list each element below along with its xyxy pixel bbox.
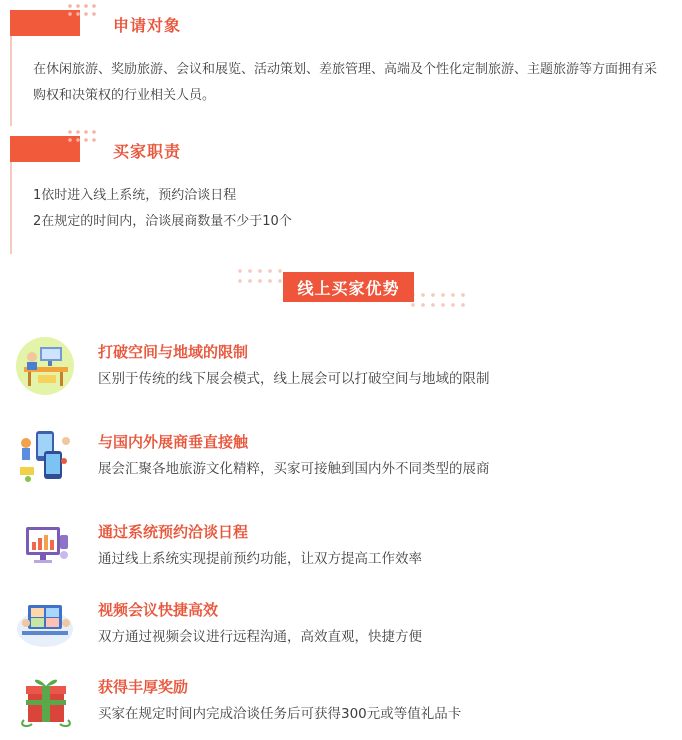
advantage-desc: 买家在规定时间内完成洽谈任务后可获得300元或等值礼品卡 (98, 706, 462, 722)
advantages-banner: 线上买家优势 (283, 272, 414, 302)
advantage-title: 获得丰厚奖励 (98, 678, 189, 696)
section2-item: 1依时进入线上系统，预约洽谈日程 (33, 188, 237, 203)
office-desk-icon (14, 335, 76, 397)
section2-title: 买家职责 (113, 142, 182, 161)
section2-dots (66, 128, 96, 146)
advantage-title: 与国内外展商垂直接触 (98, 433, 249, 451)
advantage-desc: 展会汇聚各地旅游文化精粹，买家可接触到国内外不同类型的展商 (98, 461, 490, 477)
advantage-title: 打破空间与地域的限制 (98, 343, 249, 361)
advantage-desc: 区别于传统的线下展会模式，线上展会可以打破空间与地域的限制 (98, 371, 490, 387)
advantage-item (0, 425, 682, 495)
section1-dots (66, 2, 96, 20)
section2-item: 2在规定的时间内，洽谈展商数量不少于10个 (33, 214, 292, 229)
advantage-title: 通过系统预约洽谈日程 (98, 523, 249, 541)
advantage-item (0, 670, 682, 740)
section1-divider-line (10, 36, 12, 126)
video-conference-icon (14, 593, 76, 655)
gift-box-icon (14, 670, 76, 732)
advantage-desc: 通过线上系统实现提前预约功能，让双方提高工作效率 (98, 551, 422, 567)
network-connect-icon (14, 425, 76, 487)
advantage-title: 视频会议快捷高效 (98, 601, 219, 619)
section1-title: 申请对象 (113, 16, 182, 35)
banner-dots-left (235, 266, 287, 286)
banner-dots-right (408, 290, 466, 310)
advantage-item (0, 335, 682, 405)
calendar-monitor-icon (14, 515, 76, 577)
section1-text: 在休闲旅游、奖励旅游、会议和展览、活动策划、差旅管理、高端及个性化定制旅游、主题旅游等方面拥有采购权和决策权的行业相关人员。 (33, 62, 658, 103)
advantage-item (0, 593, 682, 663)
advantage-item (0, 515, 682, 585)
advantage-desc: 双方通过视频会议进行远程沟通，高效直观，快捷方便 (98, 629, 422, 645)
section2-divider-line (10, 162, 12, 254)
